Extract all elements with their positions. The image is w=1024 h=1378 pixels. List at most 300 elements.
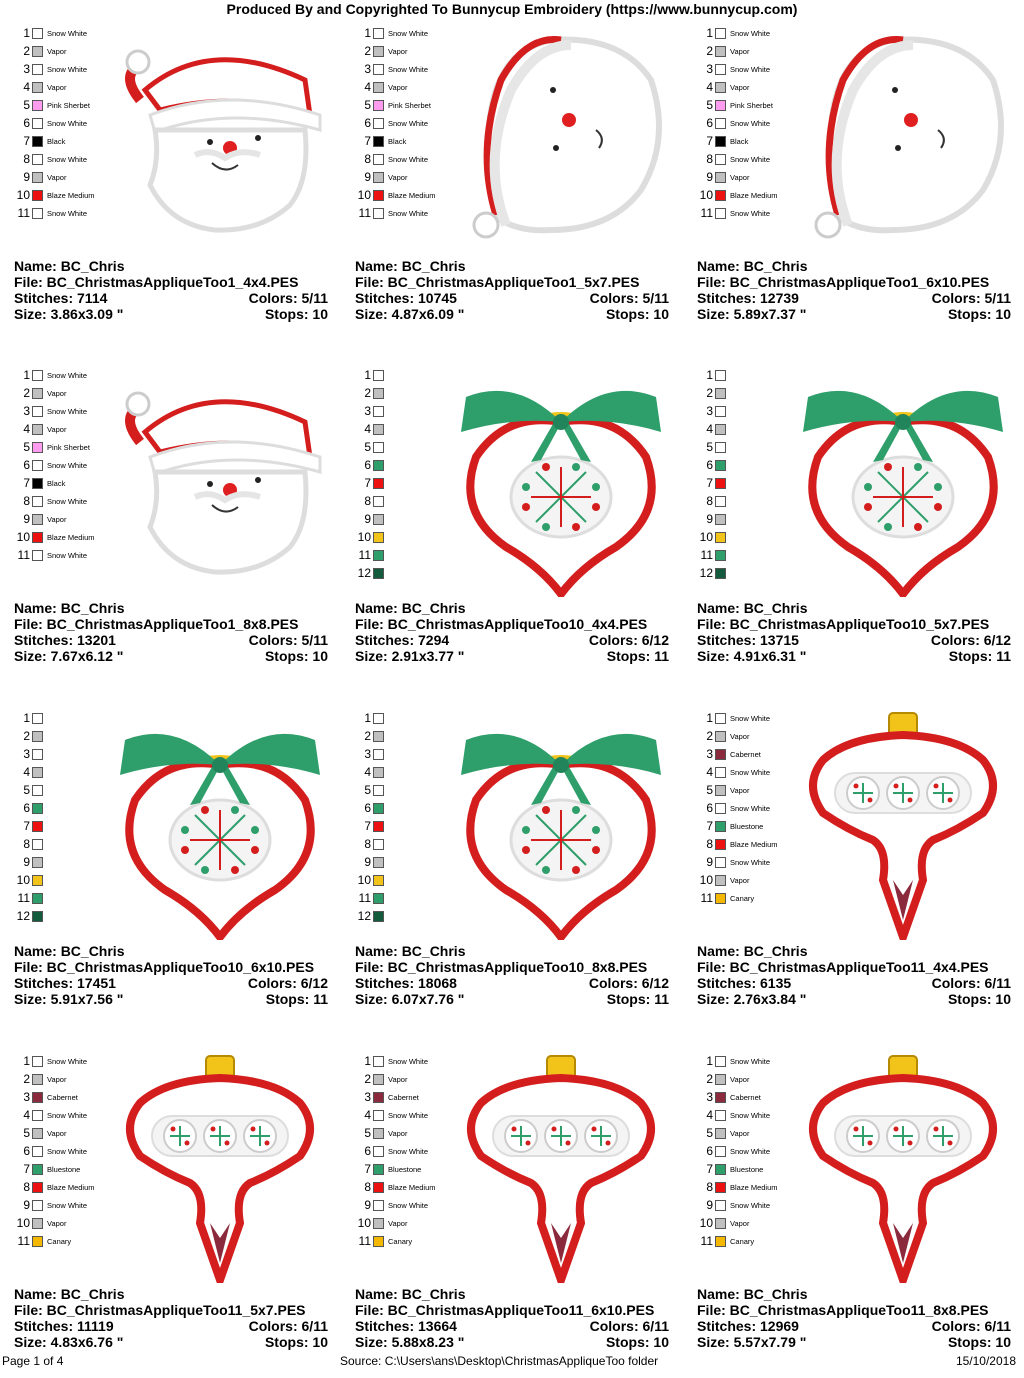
- size-row: [697, 648, 1011, 664]
- color-name: Snow White: [730, 713, 771, 723]
- color-row: [12, 510, 95, 528]
- color-swatch: [715, 1128, 726, 1139]
- color-swatch: [715, 749, 726, 760]
- color-list: [12, 366, 95, 564]
- color-row: [353, 1106, 436, 1124]
- size-row: [697, 306, 1011, 322]
- color-swatch: [32, 46, 43, 57]
- design-size: 5.88x8.23 ": [391, 1334, 465, 1350]
- color-row: [695, 1070, 778, 1088]
- design-name: BC_Chris: [743, 258, 808, 274]
- colors-label: Colors:: [588, 632, 638, 648]
- design-size: 5.91x7.56 ": [50, 991, 124, 1007]
- file-row: [697, 1302, 1011, 1318]
- color-name: Vapor: [47, 1218, 67, 1228]
- color-swatch: [373, 1128, 384, 1139]
- color-name: Vapor: [730, 875, 750, 885]
- color-number: 7: [706, 1162, 713, 1176]
- color-swatch: [32, 875, 43, 886]
- color-number: 3: [706, 1090, 713, 1104]
- stitches-row: [355, 975, 669, 991]
- color-swatch: [373, 1182, 384, 1193]
- color-name: Snow White: [388, 208, 429, 218]
- color-row: [353, 1052, 436, 1070]
- size-row: [14, 1334, 328, 1350]
- size-label: Size:: [355, 1334, 388, 1350]
- color-number: 9: [364, 512, 371, 526]
- page-number: Page 1 of 4: [2, 1354, 64, 1368]
- color-row: [12, 1052, 95, 1070]
- color-number: 12: [699, 566, 713, 580]
- color-name: Cabernet: [47, 1092, 78, 1102]
- color-swatch: [373, 514, 384, 525]
- design-name: BC_Chris: [60, 1286, 125, 1302]
- color-swatch: [32, 1164, 43, 1175]
- color-number: 5: [706, 1126, 713, 1140]
- color-swatch: [373, 767, 384, 778]
- color-number: 5: [364, 783, 371, 797]
- color-number: 7: [706, 476, 713, 490]
- stitches-label: Stitches:: [14, 632, 74, 648]
- color-swatch: [32, 406, 43, 417]
- stitches-label: Stitches:: [697, 975, 757, 991]
- stitches-label: Stitches:: [14, 975, 74, 991]
- color-row: [12, 456, 95, 474]
- design-card: [341, 1048, 681, 1378]
- color-row: [12, 1124, 95, 1142]
- color-name: Black: [388, 136, 407, 146]
- bow-ornament-image: [100, 705, 340, 940]
- stops-label: Stops:: [264, 648, 309, 664]
- color-swatch: [715, 785, 726, 796]
- color-number: 10: [16, 873, 30, 887]
- color-name: Snow White: [47, 1146, 88, 1156]
- color-number: 10: [16, 1216, 30, 1230]
- color-name: Snow White: [47, 370, 88, 380]
- stitches-label: Stitches:: [14, 290, 74, 306]
- color-number: 2: [706, 44, 713, 58]
- size-row: [355, 991, 669, 1007]
- stop-count: 10: [653, 1334, 669, 1350]
- color-swatch: [715, 136, 726, 147]
- color-row: [353, 438, 388, 456]
- color-row: [353, 1142, 436, 1160]
- stitches-row: [697, 632, 1011, 648]
- file-name: BC_ChristmasAppliqueToo10_6x10.PES: [46, 959, 315, 975]
- color-number: 9: [364, 170, 371, 184]
- color-row: [695, 799, 778, 817]
- color-number: 4: [706, 80, 713, 94]
- name-label: Name:: [14, 943, 57, 959]
- color-swatch: [373, 82, 384, 93]
- color-name: Snow White: [388, 1146, 429, 1156]
- color-row: [12, 817, 47, 835]
- color-swatch: [32, 82, 43, 93]
- stitch-count: 13664: [418, 1318, 457, 1334]
- color-row: [12, 889, 47, 907]
- color-swatch: [715, 1146, 726, 1157]
- stitches-row: [697, 1318, 1011, 1334]
- color-swatch: [32, 442, 43, 453]
- color-swatch: [32, 424, 43, 435]
- color-name: Black: [730, 136, 749, 146]
- color-swatch: [32, 893, 43, 904]
- color-swatch: [715, 1236, 726, 1247]
- color-swatch: [32, 370, 43, 381]
- color-name: Blaze Medium: [47, 1182, 95, 1192]
- finial-ornament-image: [783, 1048, 1023, 1283]
- color-name: Vapor: [388, 1128, 408, 1138]
- stop-count: 10: [995, 991, 1011, 1007]
- color-list: [353, 1052, 436, 1250]
- color-number: 12: [357, 909, 371, 923]
- name-row: [697, 1286, 1011, 1302]
- file-name: BC_ChristmasAppliqueToo10_8x8.PES: [387, 959, 648, 975]
- color-number: 4: [364, 1108, 371, 1122]
- color-swatch: [715, 190, 726, 201]
- file-name: BC_ChristmasAppliqueToo11_6x10.PES: [387, 1302, 655, 1318]
- color-row: [12, 1142, 95, 1160]
- color-number: 12: [16, 909, 30, 923]
- color-count: 5/11: [984, 290, 1011, 306]
- file-name: BC_ChristmasAppliqueToo1_8x8.PES: [46, 616, 299, 632]
- color-swatch: [715, 1092, 726, 1103]
- file-label: File:: [697, 959, 726, 975]
- color-swatch: [373, 749, 384, 760]
- stop-count: 10: [995, 306, 1011, 322]
- color-number: 4: [706, 765, 713, 779]
- color-name: Pink Sherbet: [47, 100, 90, 110]
- color-row: [695, 835, 778, 853]
- color-swatch: [373, 568, 384, 579]
- color-swatch: [373, 190, 384, 201]
- color-number: 1: [364, 711, 371, 725]
- color-name: Vapor: [730, 1074, 750, 1084]
- color-name: Blaze Medium: [730, 839, 778, 849]
- color-name: Vapor: [47, 172, 67, 182]
- color-name: Snow White: [388, 28, 429, 38]
- color-row: [695, 456, 730, 474]
- color-name: Snow White: [388, 118, 429, 128]
- color-name: Vapor: [388, 172, 408, 182]
- color-row: [695, 420, 730, 438]
- stitch-count: 11119: [77, 1318, 114, 1334]
- color-row: [695, 438, 730, 456]
- color-swatch: [373, 424, 384, 435]
- colors-label: Colors:: [931, 975, 981, 991]
- color-swatch: [32, 911, 43, 922]
- color-swatch: [715, 118, 726, 129]
- color-row: [12, 1232, 95, 1250]
- colors-label: Colors:: [588, 975, 638, 991]
- colors-label: Colors:: [931, 290, 981, 306]
- design-info: [697, 600, 1011, 664]
- color-number: 3: [23, 1090, 30, 1104]
- color-name: Vapor: [730, 1128, 750, 1138]
- stitches-label: Stitches:: [355, 632, 415, 648]
- color-list: [353, 24, 436, 222]
- color-row: [353, 150, 436, 168]
- color-swatch: [715, 1056, 726, 1067]
- color-row: [353, 1196, 436, 1214]
- stops-label: Stops:: [264, 1334, 309, 1350]
- design-name: BC_Chris: [743, 943, 808, 959]
- design-card: [341, 705, 681, 1035]
- color-number: 2: [364, 44, 371, 58]
- color-swatch: [32, 1056, 43, 1067]
- color-name: Snow White: [47, 64, 88, 74]
- stitch-count: 17451: [77, 975, 116, 991]
- color-number: 8: [23, 494, 30, 508]
- color-row: [695, 510, 730, 528]
- color-row: [353, 132, 436, 150]
- color-list: [695, 366, 730, 582]
- santa-side-image: [100, 20, 340, 255]
- color-swatch: [32, 136, 43, 147]
- color-swatch: [715, 208, 726, 219]
- size-row: [14, 991, 328, 1007]
- color-swatch: [373, 460, 384, 471]
- color-name: Snow White: [730, 857, 771, 867]
- color-number: 2: [706, 1072, 713, 1086]
- stitch-count: 18068: [418, 975, 457, 991]
- color-swatch: [715, 460, 726, 471]
- color-number: 11: [358, 891, 371, 905]
- file-row: [355, 616, 669, 632]
- color-number: 9: [706, 1198, 713, 1212]
- color-swatch: [32, 839, 43, 850]
- color-swatch: [373, 550, 384, 561]
- color-number: 3: [706, 404, 713, 418]
- color-row: [12, 1070, 95, 1088]
- finial-ornament-image: [100, 1048, 340, 1283]
- color-row: [353, 907, 388, 925]
- stitch-count: 7294: [418, 632, 450, 648]
- color-name: Vapor: [47, 1074, 67, 1084]
- color-swatch: [32, 803, 43, 814]
- stop-count: 10: [312, 648, 328, 664]
- stitch-count: 13715: [760, 632, 799, 648]
- color-row: [353, 42, 436, 60]
- color-number: 7: [364, 1162, 371, 1176]
- color-count: 6/11: [984, 1318, 1011, 1334]
- file-label: File:: [697, 616, 726, 632]
- stitches-row: [355, 290, 669, 306]
- color-name: Cabernet: [388, 1092, 419, 1102]
- page-footer: [0, 1352, 1024, 1370]
- color-number: 11: [358, 206, 371, 220]
- color-count: 6/11: [984, 975, 1011, 991]
- color-swatch: [32, 208, 43, 219]
- color-row: [353, 366, 388, 384]
- color-name: Snow White: [388, 1110, 429, 1120]
- color-number: 6: [364, 801, 371, 815]
- color-row: [353, 871, 388, 889]
- color-swatch: [715, 514, 726, 525]
- color-number: 8: [23, 152, 30, 166]
- color-swatch: [373, 1074, 384, 1085]
- stops-label: Stops:: [264, 306, 309, 322]
- color-number: 9: [706, 170, 713, 184]
- color-list: [12, 709, 47, 925]
- color-row: [12, 492, 95, 510]
- color-name: Snow White: [47, 406, 88, 416]
- color-row: [695, 402, 730, 420]
- color-number: 8: [364, 494, 371, 508]
- color-number: 7: [706, 134, 713, 148]
- design-size: 2.91x3.77 ": [391, 648, 465, 664]
- color-swatch: [373, 46, 384, 57]
- color-swatch: [373, 1218, 384, 1229]
- color-number: 5: [706, 783, 713, 797]
- stops-label: Stops:: [605, 1334, 650, 1350]
- color-swatch: [715, 424, 726, 435]
- color-swatch: [373, 893, 384, 904]
- color-number: 3: [364, 62, 371, 76]
- color-number: 1: [706, 711, 713, 725]
- color-name: Canary: [730, 1236, 755, 1246]
- color-name: Vapor: [730, 46, 750, 56]
- color-row: [353, 456, 388, 474]
- color-swatch: [715, 496, 726, 507]
- design-info: [355, 600, 669, 664]
- color-name: Snow White: [47, 1056, 88, 1066]
- file-label: File:: [14, 274, 43, 290]
- color-swatch: [373, 154, 384, 165]
- color-name: Blaze Medium: [388, 1182, 436, 1192]
- color-number: 1: [364, 368, 371, 382]
- file-name: BC_ChristmasAppliqueToo11_4x4.PES: [729, 959, 989, 975]
- print-date: 15/10/2018: [955, 1354, 1016, 1368]
- color-name: Vapor: [47, 424, 67, 434]
- color-swatch: [32, 1092, 43, 1103]
- color-row: [12, 1214, 95, 1232]
- color-number: 6: [706, 458, 713, 472]
- color-number: 1: [23, 26, 30, 40]
- color-number: 7: [23, 476, 30, 490]
- color-list: [695, 709, 778, 907]
- color-swatch: [715, 821, 726, 832]
- color-swatch: [32, 28, 43, 39]
- file-name: BC_ChristmasAppliqueToo10_4x4.PES: [387, 616, 648, 632]
- color-row: [12, 60, 95, 78]
- color-row: [12, 1106, 95, 1124]
- color-name: Cabernet: [730, 1092, 761, 1102]
- color-name: Bluestone: [730, 821, 764, 831]
- color-name: Blaze Medium: [388, 190, 436, 200]
- color-row: [695, 817, 778, 835]
- color-name: Cabernet: [730, 749, 761, 759]
- color-row: [353, 474, 388, 492]
- size-label: Size:: [697, 306, 730, 322]
- color-swatch: [32, 1146, 43, 1157]
- file-row: [355, 1302, 669, 1318]
- color-name: Snow White: [47, 28, 88, 38]
- color-row: [695, 384, 730, 402]
- color-row: [353, 384, 388, 402]
- stops-label: Stops:: [947, 1334, 992, 1350]
- color-swatch: [373, 172, 384, 183]
- color-number: 9: [706, 512, 713, 526]
- file-name: BC_ChristmasAppliqueToo1_4x4.PES: [46, 274, 299, 290]
- file-label: File:: [14, 959, 43, 975]
- color-name: Blaze Medium: [730, 1182, 778, 1192]
- color-swatch: [32, 478, 43, 489]
- design-card: [683, 705, 1023, 1035]
- color-number: 10: [699, 1216, 713, 1230]
- color-number: 11: [358, 548, 371, 562]
- design-name: BC_Chris: [401, 258, 466, 274]
- color-number: 10: [16, 530, 30, 544]
- stop-count: 10: [653, 306, 669, 322]
- color-number: 7: [364, 134, 371, 148]
- colors-label: Colors:: [930, 632, 980, 648]
- design-card: [683, 362, 1023, 692]
- color-swatch: [373, 1236, 384, 1247]
- colors-label: Colors:: [248, 290, 298, 306]
- stops-label: Stops:: [265, 991, 310, 1007]
- color-row: [353, 78, 436, 96]
- color-swatch: [32, 785, 43, 796]
- color-row: [12, 96, 95, 114]
- design-name: BC_Chris: [401, 600, 466, 616]
- color-count: 6/12: [300, 975, 328, 991]
- color-number: 10: [699, 530, 713, 544]
- design-size: 3.86x3.09 ": [50, 306, 124, 322]
- color-number: 9: [706, 855, 713, 869]
- color-swatch: [715, 767, 726, 778]
- color-number: 5: [23, 783, 30, 797]
- file-name: BC_ChristmasAppliqueToo1_5x7.PES: [387, 274, 640, 290]
- size-label: Size:: [355, 306, 388, 322]
- color-swatch: [715, 893, 726, 904]
- color-number: 1: [706, 1054, 713, 1068]
- file-row: [355, 959, 669, 975]
- color-swatch: [373, 803, 384, 814]
- stops-label: Stops:: [947, 306, 992, 322]
- design-name: BC_Chris: [743, 1286, 808, 1302]
- size-label: Size:: [14, 991, 47, 1007]
- color-row: [12, 727, 47, 745]
- color-count: 5/11: [642, 290, 669, 306]
- color-row: [12, 366, 95, 384]
- color-swatch: [32, 550, 43, 561]
- color-name: Blaze Medium: [730, 190, 778, 200]
- stitches-label: Stitches:: [697, 1318, 757, 1334]
- color-row: [12, 781, 47, 799]
- file-name: BC_ChristmasAppliqueToo1_6x10.PES: [729, 274, 990, 290]
- color-number: 10: [357, 530, 371, 544]
- color-row: [12, 1088, 95, 1106]
- color-number: 4: [364, 80, 371, 94]
- color-number: 7: [706, 819, 713, 833]
- color-name: Blaze Medium: [47, 190, 95, 200]
- color-row: [12, 384, 95, 402]
- color-row: [12, 907, 47, 925]
- color-swatch: [32, 172, 43, 183]
- color-number: 3: [23, 747, 30, 761]
- color-number: 9: [23, 512, 30, 526]
- file-row: [14, 959, 328, 975]
- color-count: 5/11: [301, 290, 328, 306]
- color-name: Vapor: [730, 785, 750, 795]
- color-number: 6: [364, 1144, 371, 1158]
- color-swatch: [715, 731, 726, 742]
- color-number: 6: [706, 1144, 713, 1158]
- color-number: 11: [17, 1234, 30, 1248]
- color-number: 11: [17, 548, 30, 562]
- color-row: [695, 366, 730, 384]
